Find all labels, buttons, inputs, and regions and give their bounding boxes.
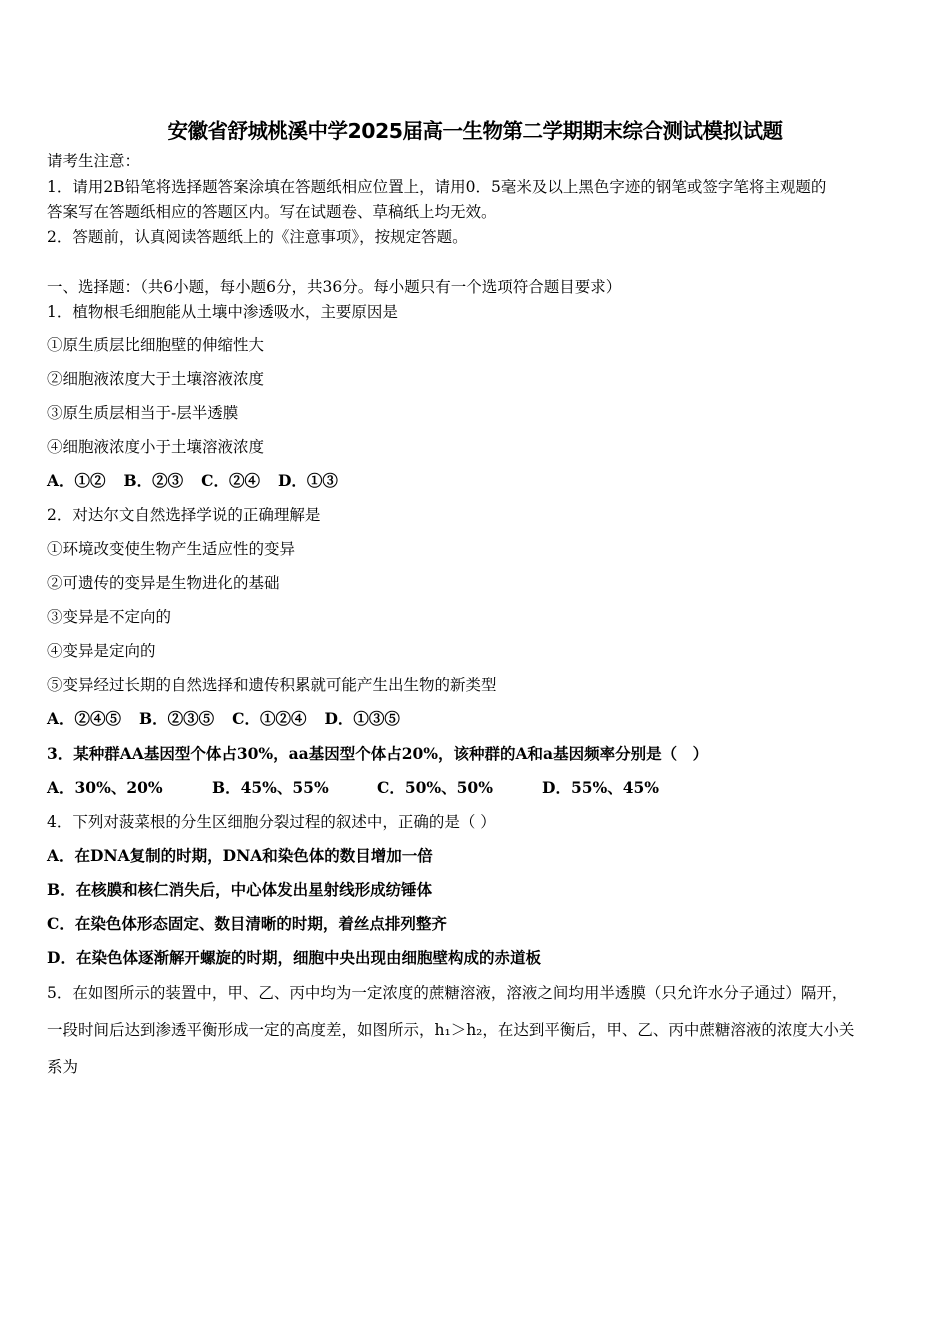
question-5-stem-line: 系为 [47,1058,79,1076]
option: C．①②④ [232,709,307,728]
question-3-stem: 3．某种群AA基因型个体占30%，aa基因型个体占20%，该种群的A和a基因频率分别是（ ） [47,744,709,763]
notice-line-2: 2．答题前，认真阅读答题纸上的《注意事项》，按规定答题。 [47,228,468,246]
document-title: 安徽省舒城桃溪中学2025届高一生物第二学期期末综合测试模拟试题 [167,119,783,143]
option: D．55%、45% [542,778,660,797]
option: D．①③⑤ [324,709,400,728]
question-5-stem-line: 5．在如图所示的装置中，甲、乙、丙中均为一定浓度的蔗糖溶液，溶液之间均用半透膜（只允许水分子通过）隔开， [47,984,848,1002]
option: B．②③ [123,471,184,490]
section-heading: 一、选择题：（共6小题，每小题6分，共36分。每小题只有一个选项符合题目要求） [47,278,622,296]
question-1-stem: 1．植物根毛细胞能从土壤中渗透吸水，主要原因是 [47,303,398,321]
question-2-item: ③变异是不定向的 [47,608,172,626]
notice-line-1: 1．请用2B铅笔将选择题答案涂填在答题纸相应位置上，请用0．5毫米及以上黑色字迹的钢笔或签字笔将主观题的 [47,178,827,196]
question-4-option: D．在染色体逐渐解开螺旋的时期，细胞中央出现由细胞壁构成的赤道板 [47,948,541,967]
option: A．30%、20% [47,778,163,797]
question-4-stem: 4．下列对菠菜根的分生区细胞分裂过程的叙述中，正确的是（ ） [47,813,496,831]
question-2-stem: 2．对达尔文自然选择学说的正确理解是 [47,506,321,524]
notice-line-1b: 答案写在答题纸相应的答题区内。写在试题卷、草稿纸上均无效。 [47,203,497,221]
option: B．45%、55% [212,778,329,797]
question-2-item: ②可遗传的变异是生物进化的基础 [47,574,280,592]
notice-heading: 请考生注意： [47,152,141,170]
question-1-item: ③原生质层相当于-层半透膜 [47,404,239,422]
question-2-options [47,709,418,729]
question-1-options [47,471,356,491]
question-2-item: ⑤变异经过长期的自然选择和遗传积累就可能产生出生物的新类型 [47,676,497,694]
question-1-item: ①原生质层比细胞壁的伸缩性大 [47,336,265,354]
option: A．②④⑤ [47,709,122,728]
question-1-item: ②细胞液浓度大于土壤溶液浓度 [47,370,265,388]
option: A．①② [47,471,106,490]
option: D．①③ [277,471,338,490]
question-1-item: ④细胞液浓度小于土壤溶液浓度 [47,438,265,456]
question-4-option: C．在染色体形态固定、数目清晰的时期，着丝点排列整齐 [47,914,447,933]
question-3-options [47,778,707,798]
question-4-option: A．在DNA复制的时期，DNA和染色体的数目增加一倍 [47,846,433,865]
question-4-option: B．在核膜和核仁消失后，中心体发出星射线形成纺锤体 [47,880,433,899]
option: C．50%、50% [377,778,493,797]
question-2-item: ①环境改变使生物产生适应性的变异 [47,540,296,558]
question-5-stem-line: 一段时间后达到渗透平衡形成一定的高度差，如图所示，h₁＞h₂，在达到平衡后，甲、乙、丙中蔗糖溶液的浓度大小关 [47,1021,855,1039]
question-2-item: ④变异是定向的 [47,642,156,660]
option: B．②③⑤ [139,709,215,728]
option: C．②④ [201,471,260,490]
